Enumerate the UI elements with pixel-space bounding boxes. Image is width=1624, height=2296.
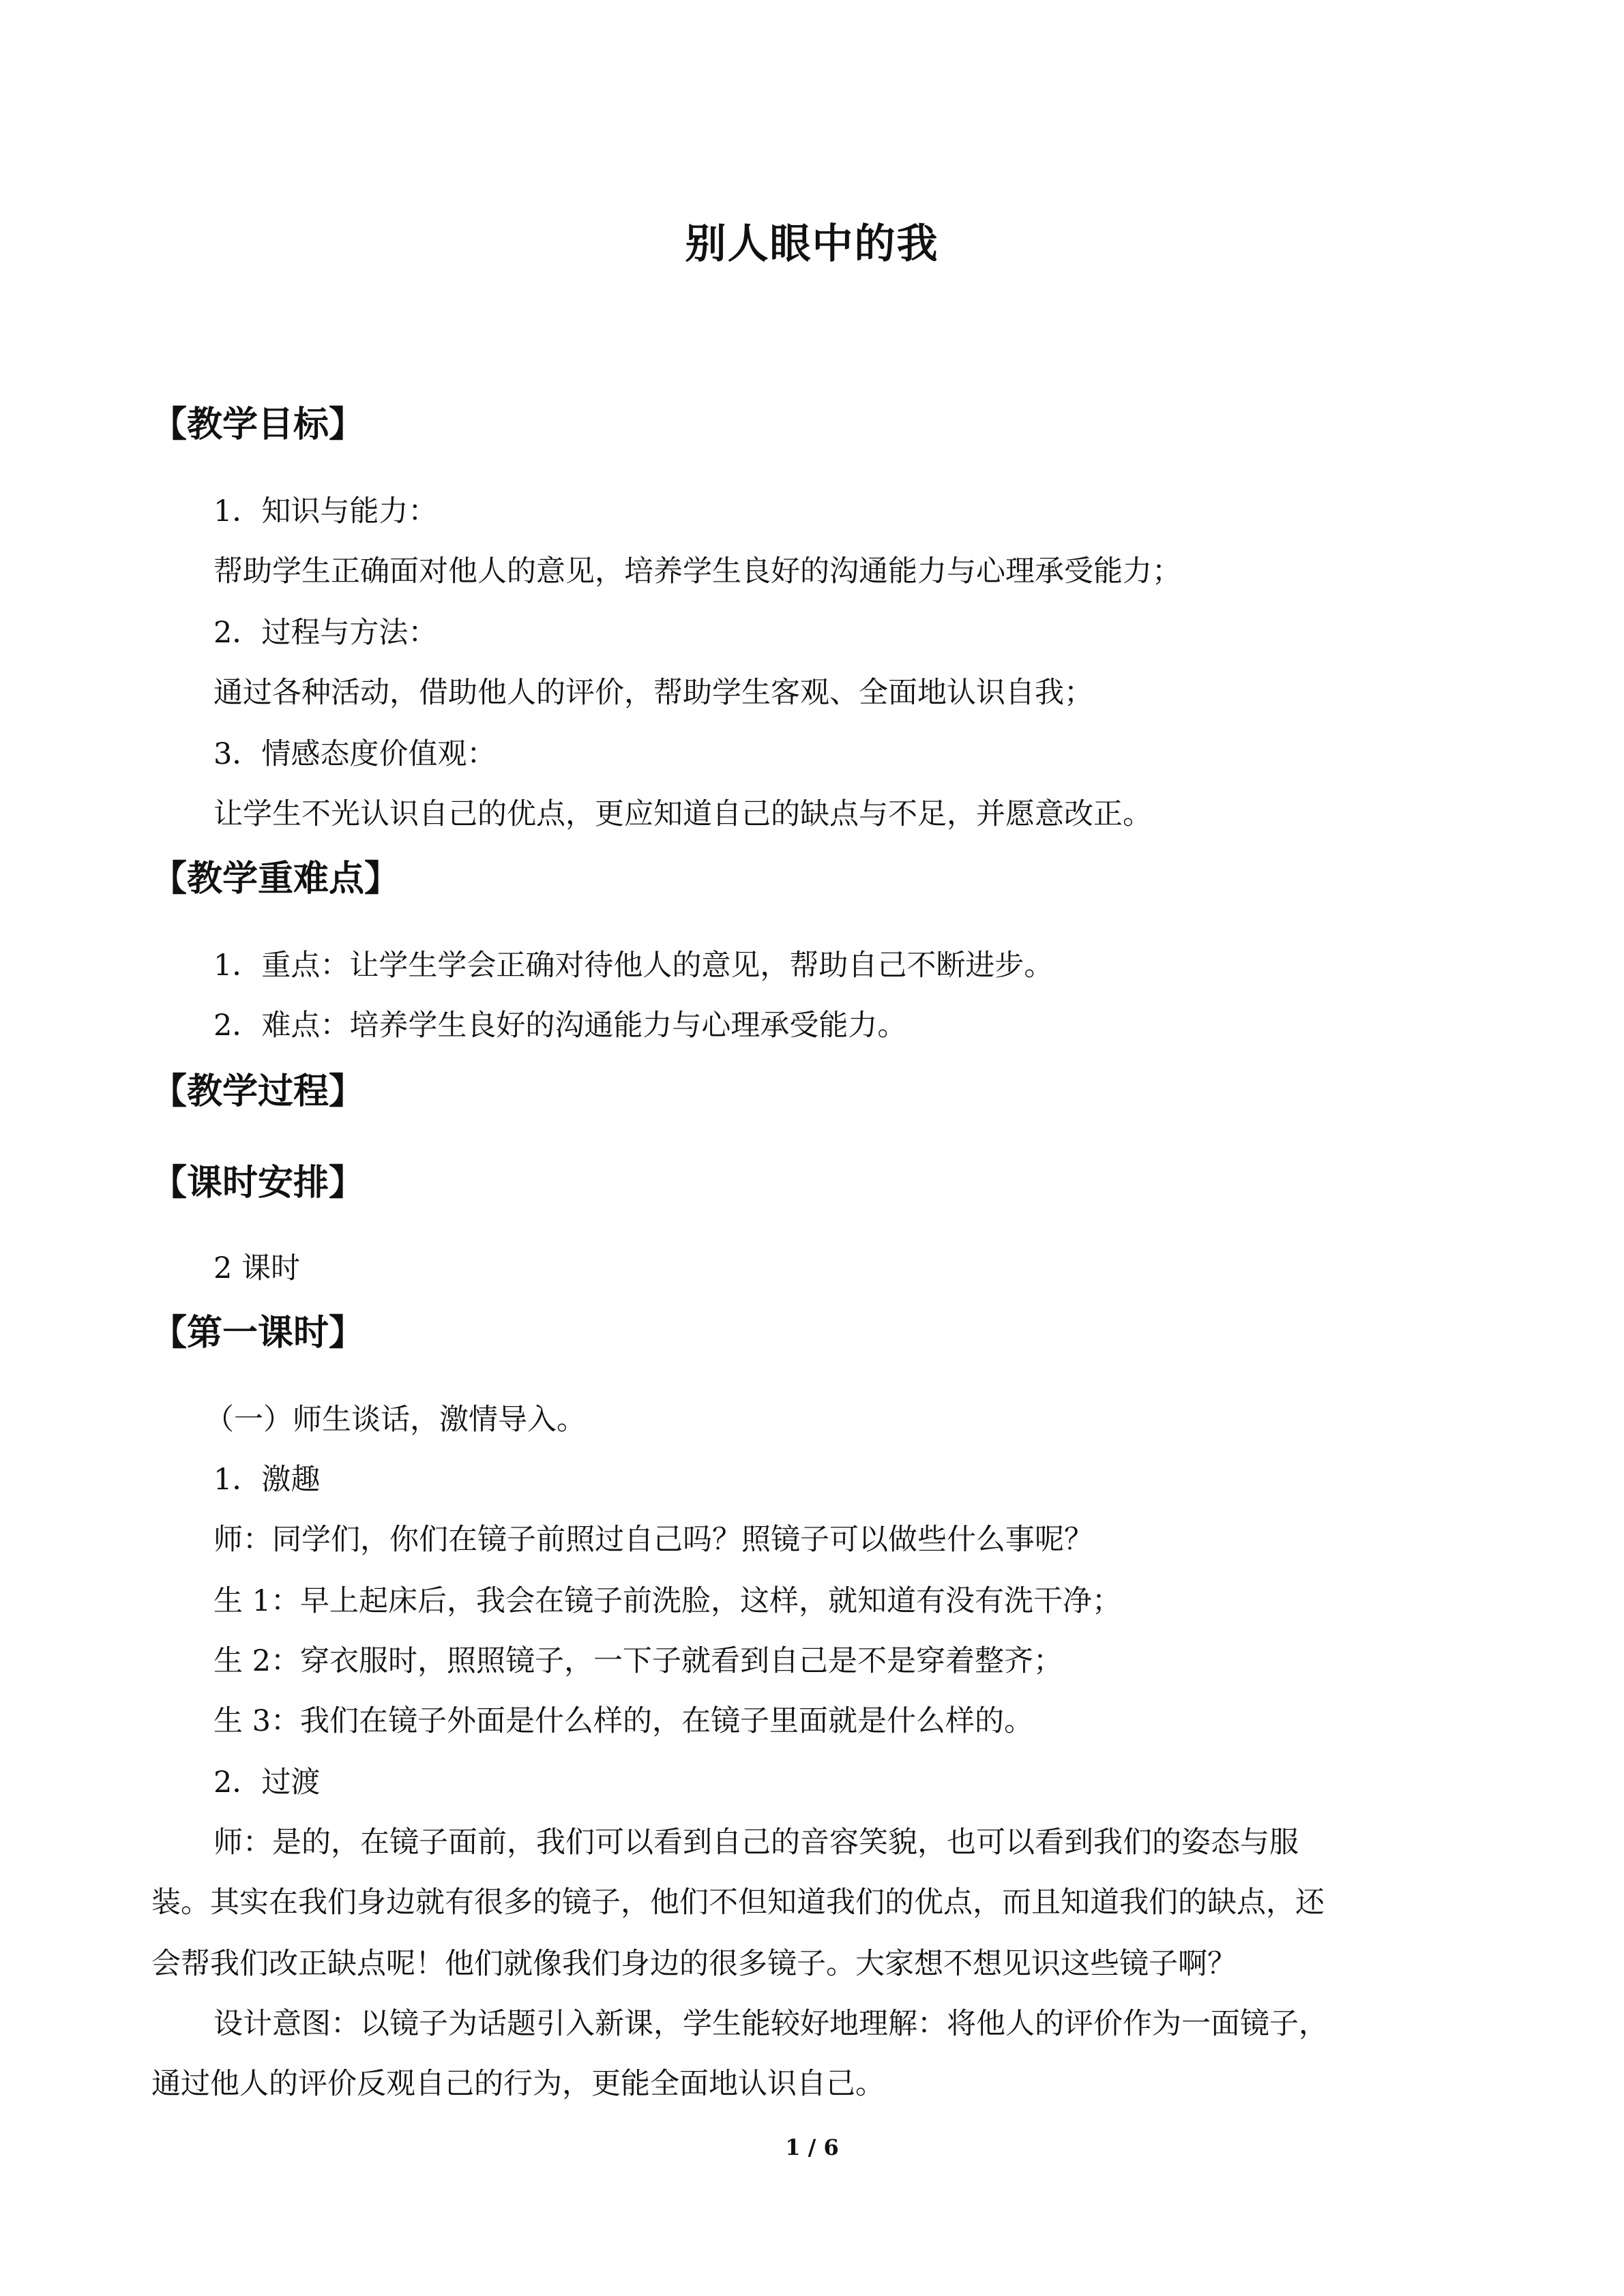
key-points-line-2: 2．难点：培养学生良好的沟通能力与心理承受能力。 <box>213 1009 907 1043</box>
lesson-one-line-2: 1．激趣 <box>213 1463 321 1497</box>
objectives-line-4: 通过各种活动，借助他人的评价，帮助学生客观、全面地认识自我； <box>213 676 1093 710</box>
objectives-line-3: 2．过程与方法： <box>213 616 438 650</box>
lesson-one-line-5: 生 2：穿衣服时，照照镜子，一下子就看到自己是不是穿着整齐； <box>213 1644 1063 1678</box>
objectives-line-5: 3．情感态度价值观： <box>213 737 497 771</box>
section-heading-objectives: 【教学目标】 <box>151 404 365 445</box>
lesson-one-line-12: 通过他人的评价反观自己的行为，更能全面地认识自己。 <box>151 2067 885 2101</box>
section-heading-schedule: 【课时安排】 <box>151 1163 365 1204</box>
objectives-line-6: 让学生不光认识自己的优点，更应知道自己的缺点与不足，并愿意改正。 <box>213 797 1152 831</box>
lesson-one-line-7: 2．过渡 <box>213 1765 321 1800</box>
lesson-one-line-4: 生 1：早上起床后，我会在镜子前洗脸，这样，就知道有没有洗干净； <box>213 1584 1122 1618</box>
lesson-one-line-8: 师：是的，在镜子面前，我们可以看到自己的音容笑貌，也可以看到我们的姿态与服 <box>213 1825 1299 1860</box>
key-points-line-1: 1．重点：让学生学会正确对待他人的意见，帮助自己不断进步。 <box>213 949 1054 983</box>
page-number: 1 / 6 <box>785 2134 839 2160</box>
section-heading-process: 【教学过程】 <box>151 1071 365 1112</box>
section-heading-key-points: 【教学重难点】 <box>151 859 400 899</box>
lesson-one-line-3: 师：同学们，你们在镜子前照过自己吗？照镜子可以做些什么事呢？ <box>213 1523 1093 1557</box>
section-heading-lesson-one: 【第一课时】 <box>151 1313 365 1354</box>
lesson-one-line-9: 装。其实在我们身边就有很多的镜子，他们不但知道我们的优点，而且知道我们的缺点，还 <box>151 1885 1325 1920</box>
lesson-one-line-10: 会帮我们改正缺点呢！他们就像我们身边的很多镜子。大家想不想见识这些镜子啊？ <box>151 1947 1237 1981</box>
lesson-one-line-1: （一）师生谈话，激情导入。 <box>205 1403 586 1437</box>
document-title: 别人眼中的我 <box>685 220 939 268</box>
lesson-one-line-11: 设计意图：以镜子为话题引入新课，学生能较好地理解：将他人的评价作为一面镜子， <box>213 2007 1328 2041</box>
objectives-line-1: 1．知识与能力： <box>213 494 438 528</box>
objectives-line-2: 帮助学生正确面对他人的意见，培养学生良好的沟通能力与心理承受能力； <box>213 554 1181 588</box>
schedule-line-1: 2 课时 <box>213 1251 301 1285</box>
lesson-one-line-6: 生 3：我们在镜子外面是什么样的，在镜子里面就是什么样的。 <box>213 1704 1034 1738</box>
